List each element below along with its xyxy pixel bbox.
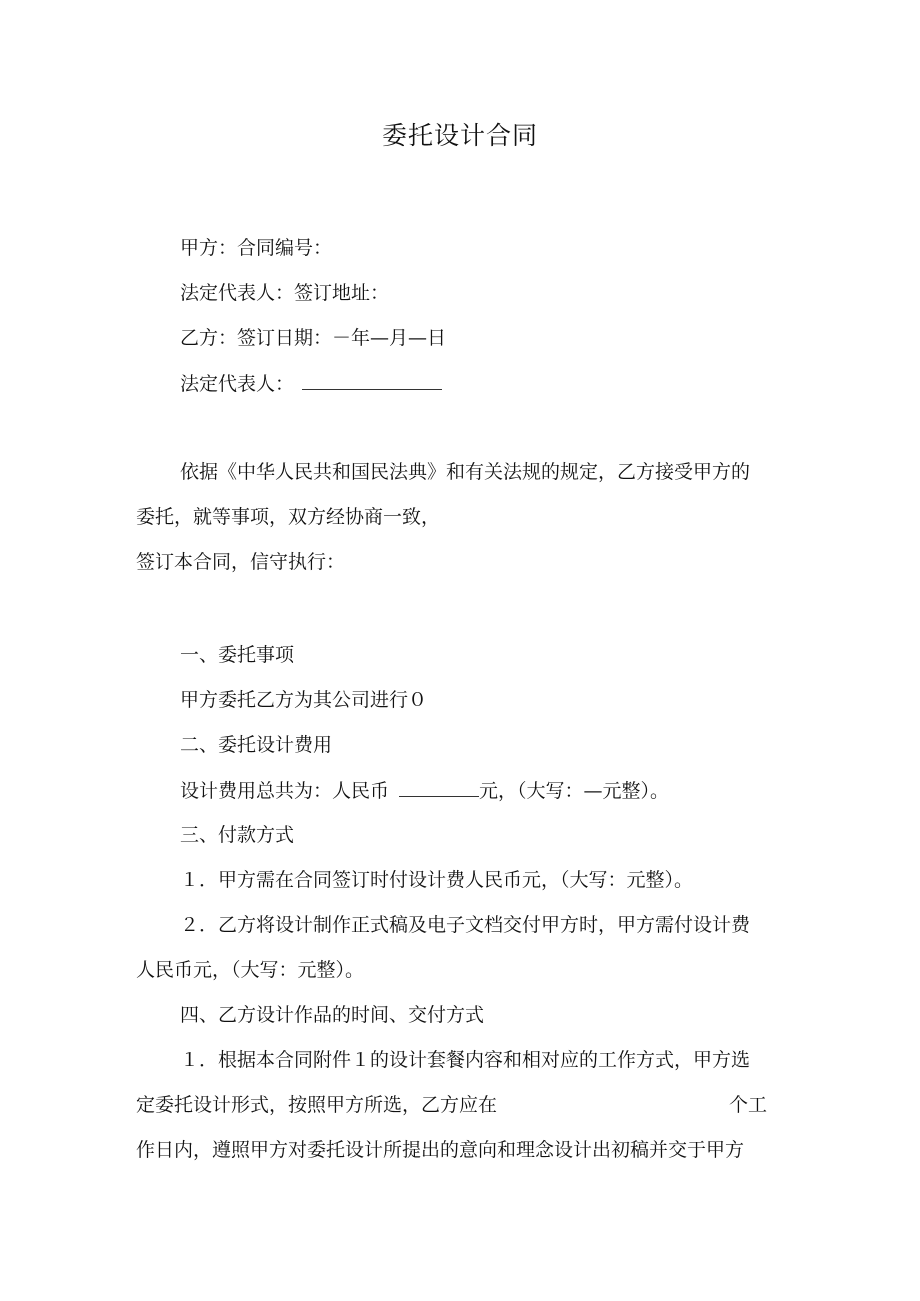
legal-rep-b-line [180,371,442,396]
preamble-line-2: 委托，就等事项，双方经协商一致， [136,506,441,528]
preamble-line-3: 签订本合同，信守执行： [136,551,346,573]
section-2-heading: 二、委托设计费用 [180,734,333,756]
fee-total-suffix: 元，（大写：—元整）。 [479,780,670,802]
section-4-item-1-line-3: 作日内，遵照甲方对委托设计所提出的意向和理念设计出初稿并交于甲方 [136,1139,745,1161]
section-4-heading: 四、乙方设计作品的时间、交付方式 [180,1004,485,1026]
legal-rep-b-label: 法定代表人： [180,373,295,395]
section-3-item-1: １．甲方需在合同签订时付设计费人民币元，（大写：元整）。 [180,869,694,891]
section-4-item-1-line-2-suffix: 个工 [729,1094,768,1116]
fee-amount-blank [399,778,479,797]
section-1-heading: 一、委托事项 [180,644,295,666]
section-3-heading: 三、付款方式 [180,824,295,846]
legal-rep-sign-address-line: 法定代表人：签订地址： [180,282,390,304]
section-3-item-2-line-2: 人民币元，（大写：元整）。 [136,959,365,981]
section-1-text: 甲方委托乙方为其公司进行０ [180,689,428,711]
section-2-text [180,778,669,803]
section-3-item-2-line-1: ２．乙方将设计制作正式稿及电子文档交付甲方时，甲方需付设计费 [180,914,751,936]
document-title: 委托设计合同 [381,121,538,150]
preamble-line-1: 依据《中华人民共和国民法典》和有关法规的规定，乙方接受甲方的 [180,461,751,483]
section-4-item-1-line-2-text: 定委托设计形式，按照甲方所选，乙方应在 [136,1094,498,1116]
party-a-line: 甲方：合同编号： [180,237,333,259]
legal-rep-b-blank [302,371,442,390]
fee-total-label: 设计费用总共为：人民币 [180,780,390,802]
party-b-date-line: 乙方：签订日期：－年—月—日 [180,327,447,349]
section-4-item-1-line-1: １．根据本合同附件１的设计套餐内容和相对应的工作方式，甲方选 [180,1049,751,1071]
section-4-item-1-line-2 [136,1093,767,1117]
